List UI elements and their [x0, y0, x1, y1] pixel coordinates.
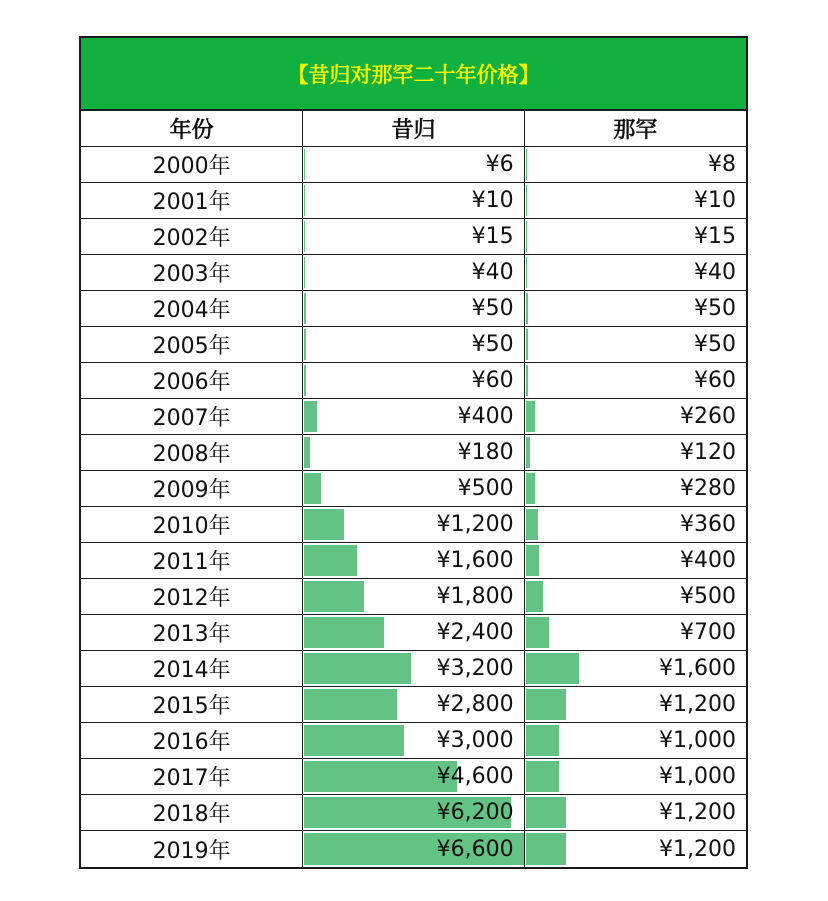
nahan-value: ¥1,600 [659, 656, 736, 681]
nahan-cell [525, 471, 746, 506]
xigui-bar [304, 365, 306, 396]
nahan-value: ¥360 [680, 512, 736, 537]
xigui-cell [303, 831, 524, 867]
year-cell: 2015年 [81, 687, 303, 722]
year-cell: 2010年 [81, 507, 303, 542]
year-cell: 2011年 [81, 543, 303, 578]
xigui-bar [304, 401, 317, 432]
xigui-value: ¥15 [471, 224, 514, 249]
nahan-bar [526, 257, 527, 288]
table-row [81, 327, 746, 363]
xigui-cell [303, 255, 524, 290]
nahan-cell [525, 723, 746, 758]
xigui-bar [304, 761, 457, 792]
xigui-bar [304, 581, 364, 612]
xigui-value: ¥6,200 [436, 800, 514, 825]
table-row [81, 795, 746, 831]
xigui-bar [304, 545, 357, 576]
nahan-bar [526, 761, 559, 792]
nahan-bar [526, 653, 579, 684]
nahan-bar [526, 473, 535, 504]
nahan-cell [525, 183, 746, 218]
nahan-bar [526, 329, 528, 360]
nahan-bar [526, 509, 538, 540]
nahan-value: ¥60 [694, 368, 736, 393]
nahan-bar [526, 797, 566, 828]
nahan-bar [526, 725, 559, 756]
table-row [81, 651, 746, 687]
nahan-cell [525, 399, 746, 434]
table-row [81, 147, 746, 183]
table-row [81, 255, 746, 291]
nahan-cell [525, 831, 746, 867]
table-row [81, 831, 746, 867]
nahan-bar [526, 365, 528, 396]
nahan-cell [525, 291, 746, 326]
xigui-cell [303, 147, 524, 182]
year-cell: 2014年 [81, 651, 303, 686]
table-row [81, 435, 746, 471]
nahan-value: ¥120 [680, 440, 736, 465]
xigui-cell [303, 183, 524, 218]
nahan-bar [526, 437, 530, 468]
nahan-value: ¥1,200 [659, 800, 736, 825]
table-title: 【昔归对那罕二十年价格】 [81, 38, 746, 111]
nahan-bar [526, 581, 543, 612]
year-cell: 2002年 [81, 219, 303, 254]
xigui-value: ¥60 [471, 368, 514, 393]
year-cell: 2012年 [81, 579, 303, 614]
header-row [81, 111, 746, 147]
nahan-cell [525, 615, 746, 650]
nahan-value: ¥260 [680, 404, 736, 429]
nahan-value: ¥1,000 [659, 764, 736, 789]
xigui-bar [304, 293, 306, 324]
xigui-value: ¥3,000 [436, 728, 514, 753]
nahan-cell [525, 435, 746, 470]
header-year: 年份 [81, 111, 303, 146]
year-cell: 2013年 [81, 615, 303, 650]
year-cell: 2007年 [81, 399, 303, 434]
year-cell: 2017年 [81, 759, 303, 794]
table-row [81, 363, 746, 399]
xigui-cell [303, 327, 524, 362]
xigui-value: ¥2,800 [436, 692, 514, 717]
nahan-bar [526, 545, 539, 576]
nahan-bar [526, 221, 527, 252]
nahan-cell [525, 363, 746, 398]
year-cell: 2006年 [81, 363, 303, 398]
table-row [81, 219, 746, 255]
nahan-value: ¥50 [694, 296, 736, 321]
xigui-cell [303, 507, 524, 542]
nahan-value: ¥1,200 [659, 692, 736, 717]
xigui-bar [304, 221, 305, 252]
nahan-bar [526, 149, 527, 180]
xigui-bar [304, 725, 404, 756]
header-nahan: 那罕 [613, 118, 658, 143]
nahan-cell [525, 651, 746, 686]
nahan-cell [525, 255, 746, 290]
year-cell: 2009年 [81, 471, 303, 506]
nahan-bar [526, 617, 549, 648]
nahan-cell [525, 147, 746, 182]
xigui-value: ¥1,600 [436, 548, 514, 573]
xigui-cell [303, 687, 524, 722]
nahan-bar [526, 833, 566, 865]
price-table [79, 36, 748, 869]
xigui-bar [304, 257, 305, 288]
year-cell: 2001年 [81, 183, 303, 218]
xigui-bar [304, 509, 344, 540]
nahan-cell [525, 219, 746, 254]
xigui-bar [304, 473, 321, 504]
nahan-bar [526, 185, 527, 216]
nahan-value: ¥1,200 [659, 836, 736, 862]
xigui-value: ¥3,200 [436, 656, 514, 681]
nahan-value: ¥50 [694, 332, 736, 357]
nahan-bar [526, 401, 535, 432]
nahan-value: ¥500 [680, 584, 736, 609]
year-cell: 2004年 [81, 291, 303, 326]
xigui-bar [304, 617, 384, 648]
nahan-bar [526, 689, 566, 720]
year-cell: 2019年 [81, 831, 303, 867]
table-row [81, 399, 746, 435]
xigui-cell [303, 435, 524, 470]
xigui-cell [303, 363, 524, 398]
xigui-cell [303, 723, 524, 758]
table-row [81, 615, 746, 651]
table-row [81, 723, 746, 759]
table-row [81, 687, 746, 723]
year-cell: 2003年 [81, 255, 303, 290]
nahan-value: ¥700 [680, 620, 736, 645]
xigui-value: ¥6 [485, 152, 514, 177]
xigui-bar [304, 329, 306, 360]
year-cell: 2008年 [81, 435, 303, 470]
xigui-cell [303, 795, 524, 830]
nahan-bar [526, 293, 528, 324]
year-cell: 2005年 [81, 327, 303, 362]
xigui-cell [303, 579, 524, 614]
xigui-value: ¥180 [457, 440, 514, 465]
table-row [81, 759, 746, 795]
xigui-value: ¥50 [471, 332, 514, 357]
xigui-bar [304, 149, 305, 180]
xigui-value: ¥10 [471, 188, 514, 213]
nahan-cell [525, 795, 746, 830]
xigui-bar [304, 653, 411, 684]
nahan-value: ¥8 [708, 152, 736, 177]
nahan-cell [525, 579, 746, 614]
table-row [81, 579, 746, 615]
xigui-value: ¥50 [471, 296, 514, 321]
nahan-cell [525, 687, 746, 722]
year-cell: 2016年 [81, 723, 303, 758]
xigui-value: ¥1,800 [436, 584, 514, 609]
table-body [81, 147, 746, 867]
nahan-cell [525, 507, 746, 542]
nahan-value: ¥1,000 [659, 728, 736, 753]
xigui-value: ¥2,400 [436, 620, 514, 645]
year-cell: 2018年 [81, 795, 303, 830]
xigui-cell [303, 615, 524, 650]
nahan-value: ¥400 [680, 548, 736, 573]
table-row [81, 507, 746, 543]
xigui-value: ¥500 [457, 476, 514, 501]
table-row [81, 543, 746, 579]
nahan-cell [525, 759, 746, 794]
table-row [81, 471, 746, 507]
xigui-value: ¥40 [471, 260, 514, 285]
xigui-value: ¥6,600 [436, 836, 514, 862]
xigui-cell [303, 759, 524, 794]
xigui-cell [303, 651, 524, 686]
nahan-cell [525, 543, 746, 578]
table-row [81, 291, 746, 327]
xigui-value: ¥1,200 [436, 512, 514, 537]
table-row [81, 183, 746, 219]
nahan-value: ¥40 [694, 260, 736, 285]
xigui-cell [303, 543, 524, 578]
nahan-value: ¥15 [694, 224, 736, 249]
header-xigui: 昔归 [303, 111, 524, 146]
nahan-cell [525, 327, 746, 362]
xigui-cell [303, 471, 524, 506]
xigui-bar [304, 185, 305, 216]
nahan-value: ¥10 [694, 188, 736, 213]
xigui-value: ¥4,600 [436, 764, 514, 789]
xigui-bar [304, 437, 310, 468]
xigui-cell [303, 399, 524, 434]
xigui-bar [304, 689, 397, 720]
xigui-cell [303, 219, 524, 254]
xigui-cell [303, 291, 524, 326]
nahan-value: ¥280 [680, 476, 736, 501]
year-cell: 2000年 [81, 147, 303, 182]
xigui-value: ¥400 [457, 404, 514, 429]
